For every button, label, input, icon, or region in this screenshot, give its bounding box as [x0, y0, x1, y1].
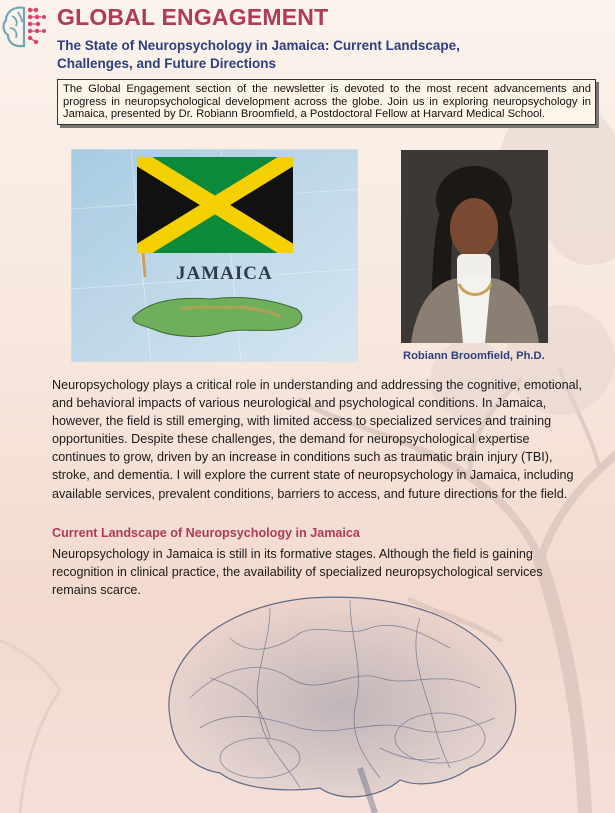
section-title: GLOBAL ENGAGEMENT — [57, 4, 329, 30]
article-title: The State of Neuropsychology in Jamaica: Current Landscape, Challenges, and Future Directions — [57, 38, 460, 71]
map-label-jamaica: JAMAICA — [176, 263, 273, 284]
author-portrait — [401, 150, 548, 343]
article-paragraph-1: Neuropsychology plays a critical role in understanding and addressing the cognitive, emotional, and behavioral impacts of various neurological and psychological conditions. In Jamaica, however, the field is still emerging, with limited access to specialized services and training opportunities. Despite these challenges, the demand for neuropsychological expertise continues to grow, driven by an increase in conditions such as traumatic brain injury (TBI), stroke, and dementia. I will explore the current state of neuropsychology in Jamaica, including available services, prevalent conditions, barriers to access, and future directions for the field. — [52, 378, 582, 501]
section-heading-current-landscape: Current Landscape of Neuropsychology in Jamaica — [52, 526, 360, 540]
brain-circuit-icon — [0, 2, 50, 52]
brain-mesh-illustration — [150, 588, 530, 813]
jamaica-map-image — [71, 149, 358, 362]
article-paragraph-2: Neuropsychology in Jamaica is still in its formative stages. Although the field is gaining recognition in clinical practice, the availability of specialized neuropsychological services remains scarce. — [52, 547, 543, 598]
portrait-caption: Robiann Broomfield, Ph.D. — [403, 350, 545, 362]
intro-box: The Global Engagement section of the newsletter is devoted to the most recent advancements and progress in neuropsychological development across the globe. Join us in exploring neuropsychology in Jamaica, presented by Dr. Robiann Broomfield, a Postdoctoral Fellow at Harvard Medical School. — [57, 79, 596, 125]
